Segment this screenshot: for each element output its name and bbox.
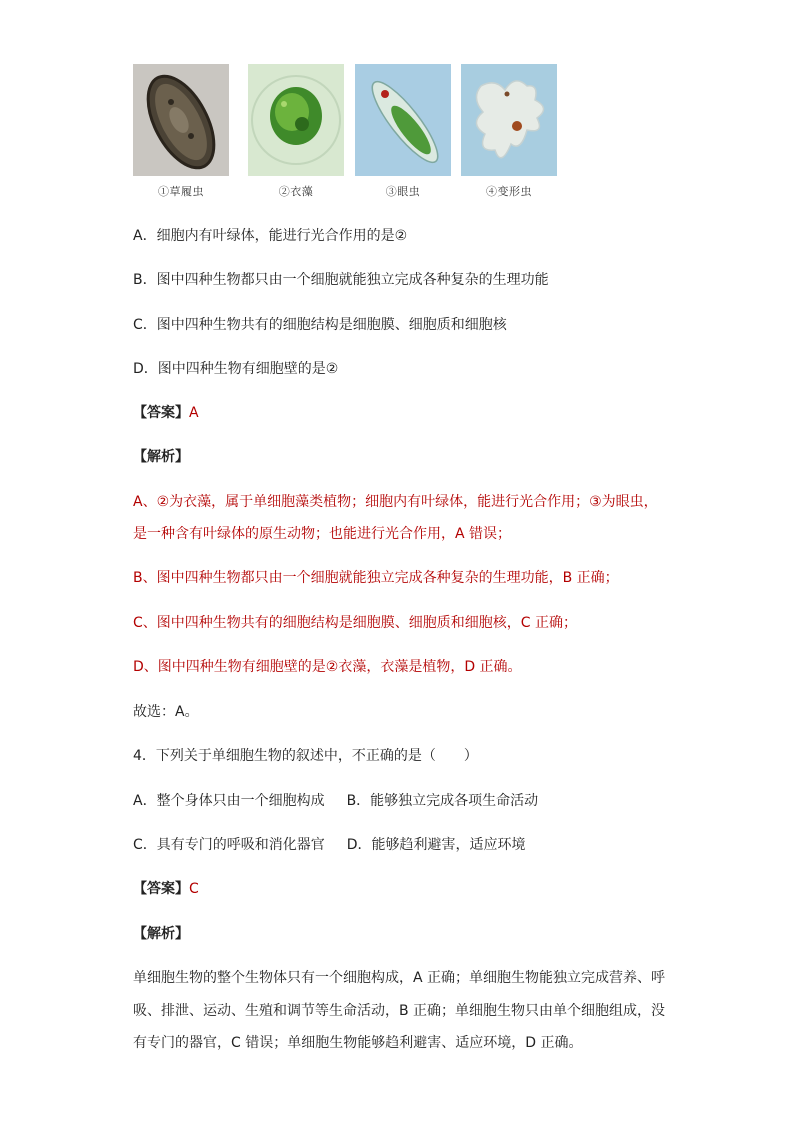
- answer-label: 【答案】: [133, 405, 189, 421]
- q3-option-b: B．图中四种生物都只由一个细胞就能独立完成各种复杂的生理功能: [133, 272, 549, 288]
- q3-conclusion: 故选：A。: [133, 704, 199, 720]
- q3-analysis-line: 是一种含有叶绿体的原生动物；也能进行光合作用，A 错误；: [133, 526, 512, 542]
- answer-value: A: [189, 405, 199, 421]
- q4-answer: [133, 879, 199, 899]
- q3-analysis-line: A、②为衣藻，属于单细胞藻类植物；细胞内有叶绿体，能进行光合作用；③为眼虫，: [133, 494, 658, 510]
- figure-caption: ①草履虫: [158, 185, 204, 198]
- q4-analysis-label: 【解析】: [133, 926, 189, 942]
- organism-figure-row: [133, 64, 553, 204]
- q3-analysis-label: 【解析】: [133, 449, 189, 465]
- q4-analysis-line: 单细胞生物的整个生物体只有一个细胞构成，A 正确；单细胞生物能独立完成营养、呼: [133, 970, 666, 986]
- q3-answer: [133, 403, 199, 423]
- figure-caption: ④变形虫: [486, 185, 532, 198]
- figure-caption: ③眼虫: [385, 185, 421, 198]
- q4-option-a: A．整个身体只由一个细胞构成: [133, 793, 325, 809]
- q4-options-row-1: [133, 791, 538, 811]
- q3-analysis-line: C、图中四种生物共有的细胞结构是细胞膜、细胞质和细胞核，C 正确；: [133, 615, 577, 631]
- q4-analysis-line: 吸、排泄、运动、生殖和调节等生命活动，B 正确；单细胞生物只由单个细胞组成，没: [133, 1003, 666, 1019]
- figure-chlamydomonas: [248, 64, 344, 199]
- q3-option-c: C．图中四种生物共有的细胞结构是细胞膜、细胞质和细胞核: [133, 317, 507, 333]
- q4-question: 4．下列关于单细胞生物的叙述中，不正确的是（ ）: [133, 748, 478, 764]
- figure-euglena: [355, 64, 451, 199]
- figure-amoeba: [461, 64, 557, 199]
- paramecium-icon: [133, 64, 229, 176]
- q3-option-d: D．图中四种生物有细胞壁的是②: [133, 361, 339, 377]
- figure-caption: ②衣藻: [278, 185, 314, 198]
- amoeba-icon: [461, 64, 557, 176]
- q3-analysis-line: D、图中四种生物有细胞壁的是②衣藻，衣藻是植物，D 正确。: [133, 659, 522, 675]
- euglena-icon: [355, 64, 451, 176]
- q3-analysis-line: B、图中四种生物都只由一个细胞就能独立完成各种复杂的生理功能，B 正确；: [133, 570, 619, 586]
- q4-option-b: B．能够独立完成各项生命活动: [346, 793, 539, 809]
- answer-label: 【答案】: [133, 881, 189, 897]
- q4-analysis-line: 有专门的器官，C 错误；单细胞生物能够趋利避害、适应环境，D 正确。: [133, 1035, 583, 1051]
- q4-option-d: D．能够趋利避害，适应环境: [346, 837, 526, 853]
- q3-option-a: A．细胞内有叶绿体，能进行光合作用的是②: [133, 228, 408, 244]
- q4-options-row-2: [133, 835, 526, 855]
- chlamydomonas-icon: [248, 64, 344, 176]
- q4-option-c: C．具有专门的呼吸和消化器官: [133, 837, 325, 853]
- answer-value: C: [189, 881, 199, 897]
- figure-paramecium: [133, 64, 229, 199]
